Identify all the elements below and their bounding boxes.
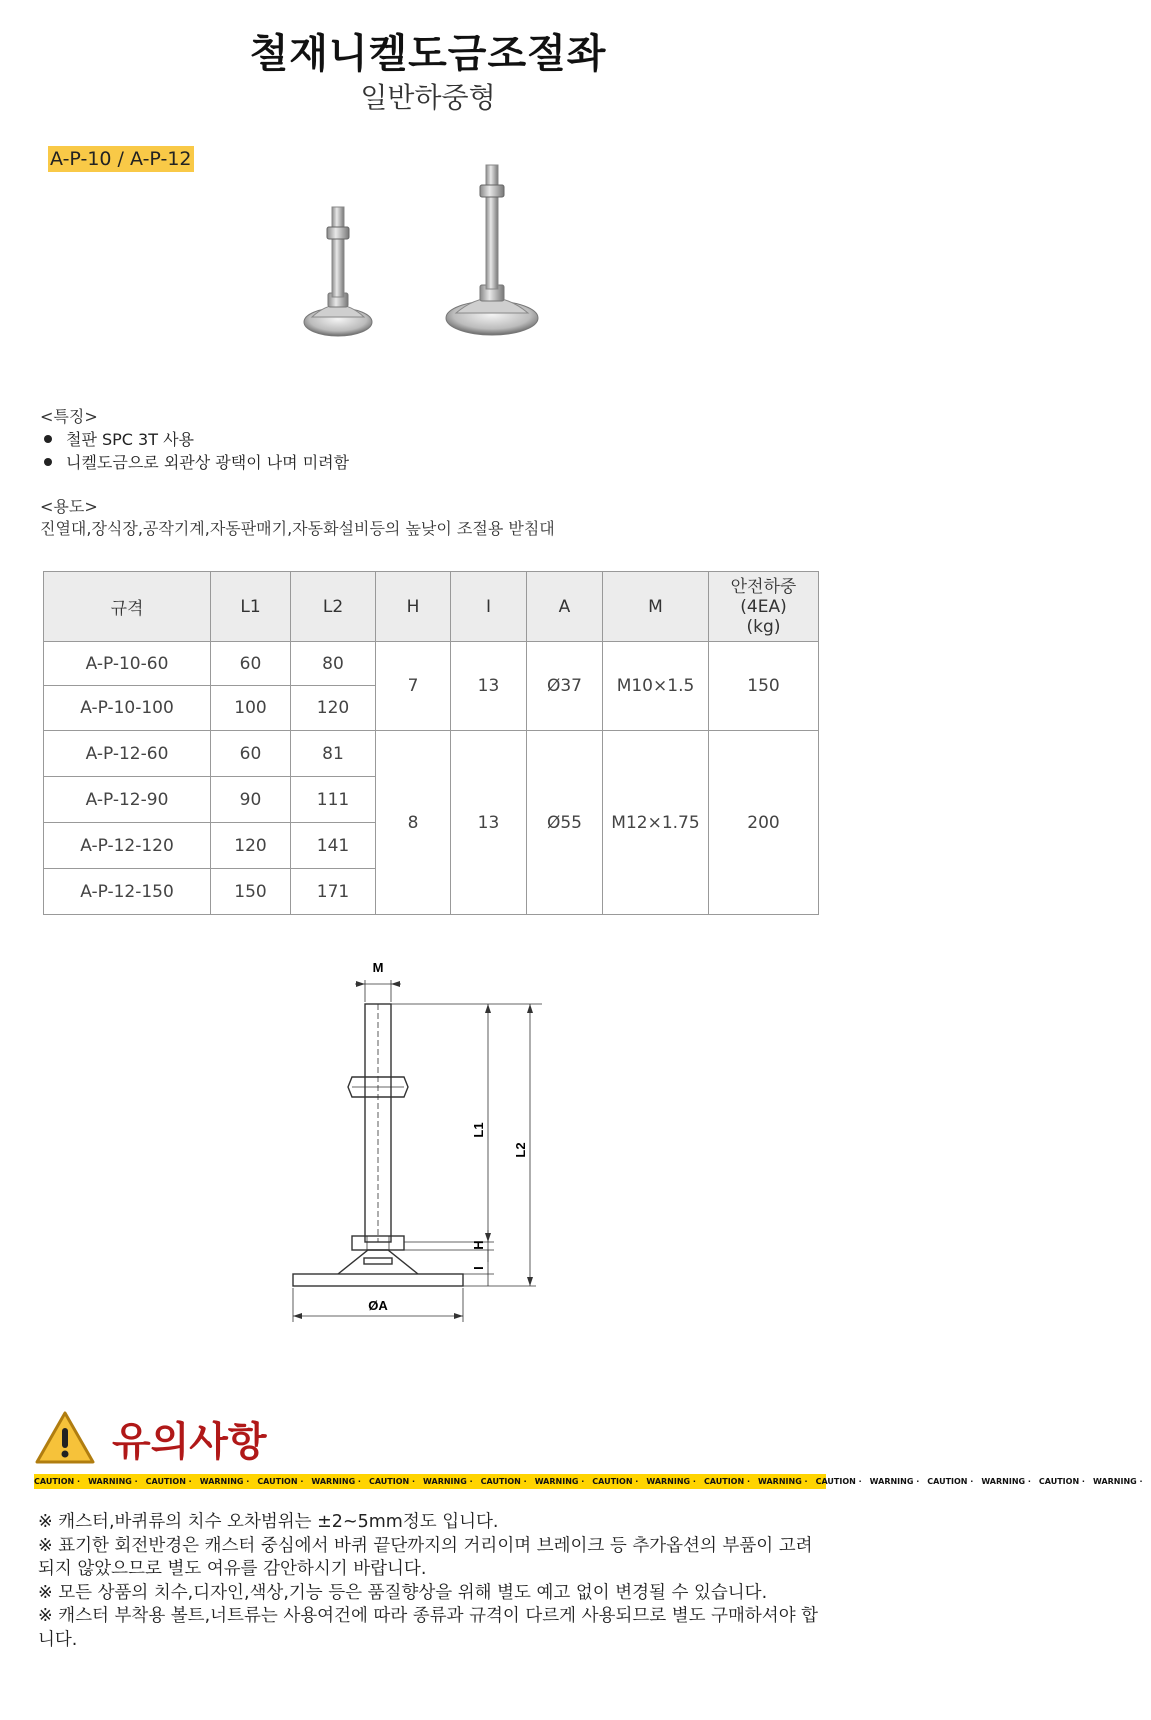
bullet-icon bbox=[44, 435, 52, 443]
tape-word: CAUTION · bbox=[368, 1477, 416, 1486]
tape-word: CAUTION · bbox=[927, 1477, 974, 1486]
tape-word: WARNING · bbox=[534, 1477, 585, 1486]
col-header-m: M bbox=[603, 572, 709, 642]
usage-text: 진열대,장식장,공작기계,자동판매기,자동화설비등의 높낮이 조절용 받침대 bbox=[40, 519, 555, 538]
note-item: ※ 모든 상품의 치수,디자인,색상,기능 등은 품질향상을 위해 별도 예고 없이 변경될 수 있습니다. bbox=[38, 1582, 768, 1603]
tape-word: WARNING · bbox=[869, 1477, 920, 1486]
tape-word: CAUTION · bbox=[480, 1477, 527, 1486]
page-title: 철재니켈도금조절좌 bbox=[249, 31, 607, 77]
label-h: H bbox=[471, 1240, 486, 1250]
tape-word: CAUTION · bbox=[592, 1477, 639, 1486]
tape-word: CAUTION · bbox=[145, 1477, 192, 1486]
label-l1: L1 bbox=[471, 1122, 486, 1138]
table-row: A-P-12-60 60 81 8 13 Ø55 M12×1.75 200 bbox=[44, 731, 819, 777]
tape-word: CAUTION · bbox=[815, 1477, 862, 1486]
features-heading: <특징> bbox=[40, 407, 98, 426]
warning-icon bbox=[34, 1410, 96, 1466]
label-l2: L2 bbox=[513, 1142, 528, 1158]
tape-word: CAUTION · bbox=[1038, 1477, 1085, 1486]
col-header-l2: L2 bbox=[291, 572, 376, 642]
tape-word: CAUTION · bbox=[34, 1477, 81, 1486]
product-photo bbox=[70, 165, 770, 390]
features-list bbox=[44, 428, 349, 474]
col-header-load: 안전하중 (4EA) (kg) bbox=[709, 572, 819, 642]
tape-word: WARNING · bbox=[981, 1477, 1031, 1486]
spec-table bbox=[43, 571, 819, 915]
col-header-model: 규격 bbox=[44, 572, 211, 642]
tape-word: WARNING · bbox=[311, 1477, 361, 1486]
label-a: ØA bbox=[368, 1298, 388, 1313]
caution-tape bbox=[34, 1474, 1143, 1489]
table-row: A-P-10-60 60 80 7 13 Ø37 M10×1.5 150 bbox=[44, 642, 819, 686]
model-tag: A-P-10 / A-P-12 bbox=[50, 148, 192, 170]
note-item: ※ 캐스터,바퀴류의 치수 오차범위는 ±2~5mm정도 입니다. bbox=[38, 1512, 499, 1532]
col-header-l1: L1 bbox=[211, 572, 291, 642]
dimension-drawing bbox=[280, 950, 580, 1390]
table-row: A-P-10-100 100 120 bbox=[44, 686, 819, 731]
note-item: ※ 표기한 회전반경은 캐스터 중심에서 바퀴 끝단까지의 거리이며 브레이크 등 추가옵션의 부품이 고려되지 않았으므로 별도 여유를 감안하시기 바랍니다. bbox=[38, 1535, 813, 1579]
usage-heading: <용도> bbox=[40, 497, 98, 516]
large-leveling-foot bbox=[446, 165, 538, 335]
caution-title: 유의사항 bbox=[112, 1419, 267, 1465]
note-item: ※ 캐스터 부착용 볼트,너트류는 사용여건에 따라 종류과 규격이 다르게 사용되므로 별도 구매하셔야 합니다. bbox=[38, 1606, 819, 1650]
table-row: A-P-12-120 120 141 bbox=[44, 823, 819, 869]
caution-notes bbox=[38, 1511, 828, 1652]
label-i: I bbox=[471, 1266, 486, 1270]
col-header-h: H bbox=[376, 572, 451, 642]
tape-word: WARNING · bbox=[646, 1477, 696, 1486]
table-row: A-P-12-150 150 171 bbox=[44, 869, 819, 915]
col-header-a: A bbox=[527, 572, 603, 642]
bullet-icon bbox=[44, 458, 52, 466]
tape-word: CAUTION · bbox=[703, 1477, 751, 1486]
feature-item: 니켈도금으로 외관상 광택이 나며 미려함 bbox=[44, 451, 349, 474]
page-subtitle: 일반하중형 bbox=[360, 81, 496, 114]
tape-word: WARNING · bbox=[88, 1477, 138, 1486]
tape-word: WARNING · bbox=[423, 1477, 473, 1486]
label-m: M bbox=[372, 960, 384, 975]
tape-word: WARNING · bbox=[1092, 1477, 1143, 1486]
tape-word: CAUTION · bbox=[257, 1477, 304, 1486]
table-header-row bbox=[44, 572, 819, 642]
tape-word: WARNING · bbox=[199, 1477, 250, 1486]
small-leveling-foot bbox=[304, 207, 372, 336]
feature-item: 철판 SPC 3T 사용 bbox=[44, 428, 349, 451]
table-row: A-P-12-90 90 111 bbox=[44, 777, 819, 823]
col-header-i: I bbox=[451, 572, 527, 642]
tape-word: WARNING · bbox=[758, 1477, 808, 1486]
